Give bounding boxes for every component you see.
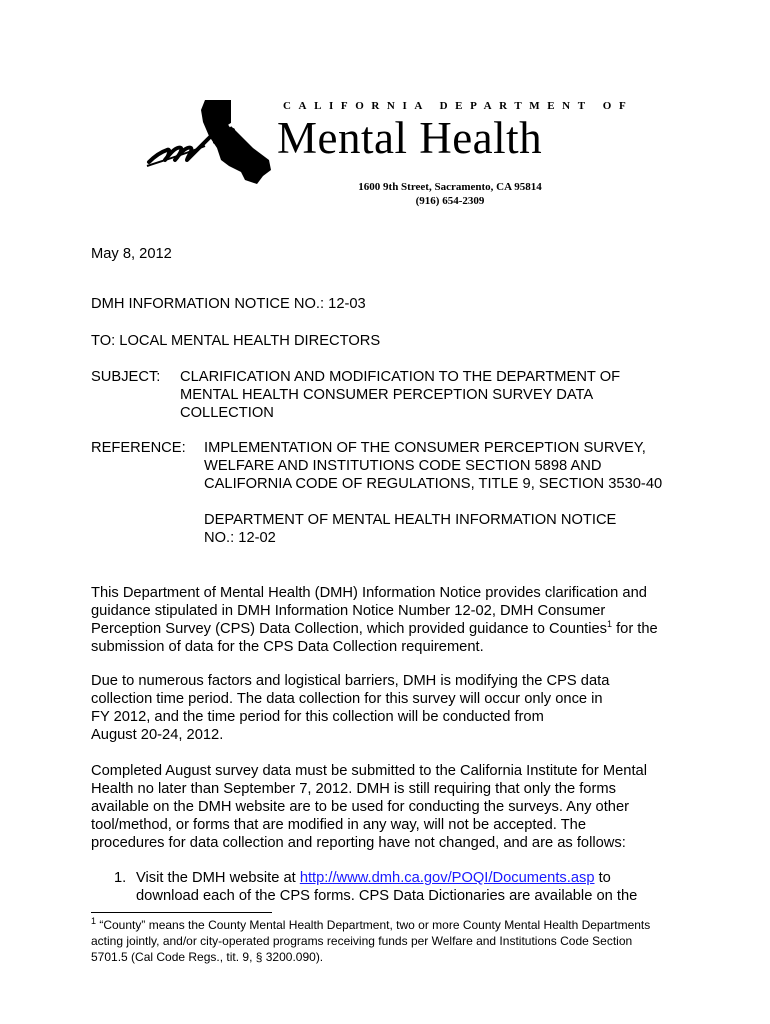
subject-label: SUBJECT: (91, 369, 161, 385)
body-line: submission of data for the CPS Data Collection requirement. (91, 639, 484, 655)
body-text: Perception Survey (CPS) Data Collection, which provided guidance to Counties (91, 621, 607, 637)
address-street: 1600 9th Street, Sacramento, CA 95814 (358, 181, 542, 193)
reference-line: DEPARTMENT OF MENTAL HEALTH INFORMATION NOTICE (204, 512, 617, 528)
body-line: Completed August survey data must be submitted to the California Institute for Mental (91, 763, 647, 779)
footnote-reference: 1 (606, 619, 612, 630)
footnote-separator (91, 912, 272, 913)
address-phone: (916) 654-2309 (415, 195, 485, 207)
notice-number: DMH INFORMATION NOTICE NO.: 12-03 (91, 296, 366, 312)
list-number: 1. (114, 870, 127, 886)
body-line: tool/method, or forms that are modified in any way, will not be accepted. The (91, 817, 587, 833)
body-line: FY 2012, and the time period for this collection will be conducted from (91, 709, 544, 725)
body-text: Visit the DMH website at (136, 870, 300, 886)
body-line: guidance stipulated in DMH Information Notice Number 12-02, DMH Consumer (91, 603, 606, 619)
body-line (91, 620, 658, 638)
footnote-line: acting jointly, and/or city-operated programs receiving funds per Welfare and Institutions Code Section (91, 934, 633, 948)
body-line: procedures for data collection and reporting have not changed, and are as follows: (91, 835, 626, 851)
list-item-line (136, 869, 611, 887)
reference-line: IMPLEMENTATION OF THE CONSUMER PERCEPTION SURVEY, (204, 440, 646, 456)
body-line: Due to numerous factors and logistical barriers, DMH is modifying the CPS data (91, 673, 610, 689)
department-line: CALIFORNIA DEPARTMENT OF (283, 100, 634, 112)
body-line: collection time period. The data collection for this survey will occur only once in (91, 691, 603, 707)
dmh-logo-icon (145, 96, 280, 188)
body-line: August 20-24, 2012. (91, 727, 224, 743)
list-item-line: download each of the CPS forms. CPS Data Dictionaries are available on the (136, 888, 638, 904)
body-text: for the (611, 621, 658, 637)
body-line: Health no later than September 7, 2012. DMH is still requiring that only the forms (91, 781, 616, 797)
reference-line: NO.: 12-02 (204, 530, 276, 546)
footnote-line (91, 918, 650, 933)
organization-name: Mental Health (277, 113, 543, 163)
subject-line: CLARIFICATION AND MODIFICATION TO THE DEPARTMENT OF (180, 369, 621, 385)
subject-line: MENTAL HEALTH CONSUMER PERCEPTION SURVEY DATA (180, 387, 594, 403)
letter-date: May 8, 2012 (91, 246, 172, 262)
to-line: TO: LOCAL MENTAL HEALTH DIRECTORS (91, 333, 381, 349)
footnote-line: 5701.5 (Cal Code Regs., tit. 9, § 3200.090). (91, 950, 324, 964)
footnote-marker: 1 (91, 916, 97, 926)
reference-line: WELFARE AND INSTITUTIONS CODE SECTION 5898 AND (204, 458, 602, 474)
body-text: to (594, 870, 611, 886)
reference-label: REFERENCE: (91, 440, 186, 456)
footnote-text: “County” means the County Mental Health Department, two or more County Mental Health Departments (96, 918, 651, 932)
reference-line: CALIFORNIA CODE OF REGULATIONS, TITLE 9, SECTION 3530-40 (204, 476, 663, 492)
dmh-documents-link[interactable]: http://www.dmh.ca.gov/POQI/Documents.asp (299, 870, 595, 886)
subject-line: COLLECTION (180, 405, 274, 421)
body-line: available on the DMH website are to be used for conducting the surveys. Any other (91, 799, 630, 815)
body-line: This Department of Mental Health (DMH) Information Notice provides clarification and (91, 585, 647, 601)
